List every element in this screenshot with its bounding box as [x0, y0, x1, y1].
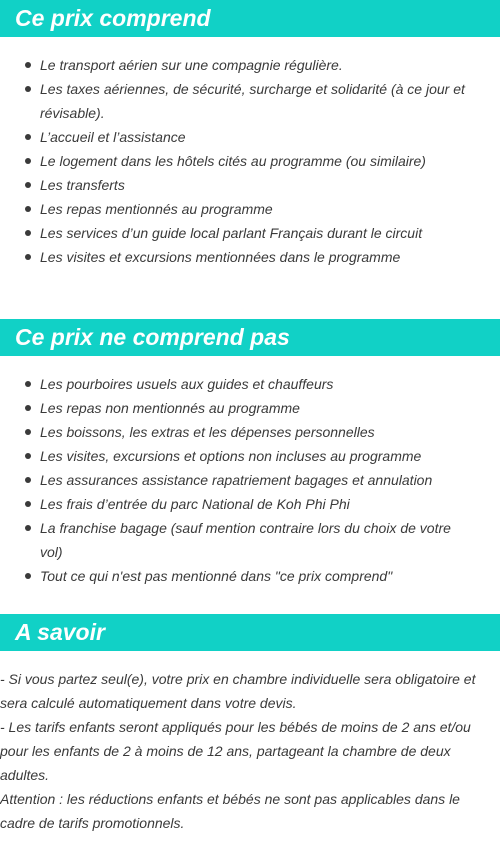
list-item — [0, 396, 500, 420]
bullet-icon — [25, 501, 31, 507]
list-item-text: La franchise bagage (sauf mention contraire lors du choix de votre vol) — [40, 520, 451, 560]
list-item — [0, 221, 500, 245]
list-item-text: Les boissons, les extras et les dépenses personnelles — [40, 424, 375, 440]
list-item-text: Les services d’un guide local parlant Français durant le circuit — [40, 225, 423, 241]
list-item — [0, 77, 500, 125]
includes-section — [0, 0, 500, 269]
list-item — [0, 444, 500, 468]
bullet-icon — [25, 429, 31, 435]
bullet-icon — [25, 477, 31, 483]
includes-title: Ce prix comprend — [0, 0, 500, 37]
list-item-text: Les visites, excursions et options non incluses au programme — [40, 448, 422, 464]
bullet-icon — [25, 182, 31, 188]
list-item-text: Les repas mentionnés au programme — [40, 201, 273, 217]
bullet-icon — [25, 134, 31, 140]
list-item — [0, 125, 500, 149]
list-item — [0, 516, 500, 564]
bullet-icon — [25, 381, 31, 387]
list-item — [0, 372, 500, 396]
excludes-list — [0, 372, 500, 588]
list-item-text: Les taxes aériennes, de sécurité, surcharge et solidarité (à ce jour et révisable). — [40, 81, 465, 121]
list-item — [0, 420, 500, 444]
list-item-text: Le logement dans les hôtels cités au programme (ou similaire) — [40, 153, 426, 169]
bullet-icon — [25, 573, 31, 579]
list-item-text: Les frais d’entrée du parc National de Koh Phi Phi — [40, 496, 350, 512]
excludes-section — [0, 319, 500, 588]
list-item — [0, 492, 500, 516]
bullet-icon — [25, 405, 31, 411]
bullet-icon — [25, 230, 31, 236]
info-paragraph: Attention : les réductions enfants et bébés ne sont pas applicables dans le cadre de tarifs promotionnels. — [0, 791, 460, 831]
info-paragraph: - Si vous partez seul(e), votre prix en chambre individuelle sera obligatoire et sera calculé automatiquement dans votre devis. — [0, 671, 476, 711]
list-item — [0, 173, 500, 197]
list-item — [0, 197, 500, 221]
list-item-text: Les pourboires usuels aux guides et chauffeurs — [40, 376, 334, 392]
list-item-text: L’accueil et l’assistance — [40, 129, 186, 145]
bullet-icon — [25, 62, 31, 68]
list-item — [0, 245, 500, 269]
list-item-text: Les visites et excursions mentionnées dans le programme — [40, 249, 401, 265]
info-section — [0, 614, 500, 835]
bullet-icon — [25, 453, 31, 459]
info-body — [0, 667, 500, 835]
bullet-icon — [25, 86, 31, 92]
list-item — [0, 564, 500, 588]
list-item-text: Le transport aérien sur une compagnie régulière. — [40, 57, 343, 73]
bullet-icon — [25, 254, 31, 260]
list-item-text: Les transferts — [40, 177, 125, 193]
list-item — [0, 468, 500, 492]
bullet-icon — [25, 158, 31, 164]
list-item-text: Les repas non mentionnés au programme — [40, 400, 300, 416]
list-item — [0, 53, 500, 77]
info-paragraph: - Les tarifs enfants seront appliqués pour les bébés de moins de 2 ans et/ou pour les enfants de 2 à moins de 12 ans, partageant la chambre de deux adultes. — [0, 719, 471, 783]
bullet-icon — [25, 525, 31, 531]
list-item-text: Les assurances assistance rapatriement bagages et annulation — [40, 472, 433, 488]
list-item-text: Tout ce qui n'est pas mentionné dans "ce prix comprend" — [40, 568, 393, 584]
list-item — [0, 149, 500, 173]
bullet-icon — [25, 206, 31, 212]
excludes-title: Ce prix ne comprend pas — [0, 319, 500, 356]
includes-list — [0, 53, 500, 269]
info-title: A savoir — [0, 614, 500, 651]
